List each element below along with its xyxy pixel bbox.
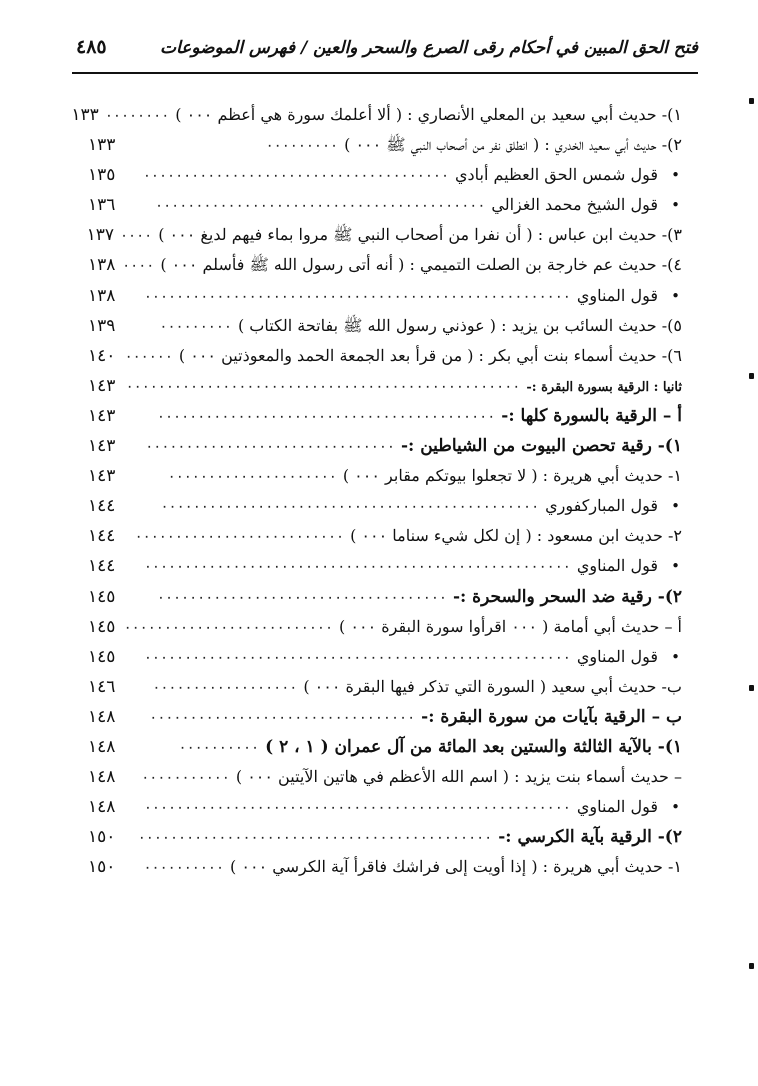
- toc-entry: [88, 612, 682, 642]
- toc-page-number: ١٤٥: [88, 616, 116, 637]
- dot-leader: ٠٠٠٠: [122, 256, 155, 275]
- toc-page-number: ١٤٨: [88, 797, 116, 818]
- toc-page-number: ١٤٠: [88, 345, 116, 366]
- dot-leader: ٠٠٠٠٠٠٠٠٠٠٠٠٠٠٠٠٠٠٠٠٠٠٠٠٠٠٠٠٠٠٠٠٠٠٠٠٠٠٠٠٠٠٠٠٠٠٠٠٠٠٠٠٠: [143, 798, 571, 817]
- toc-page-number: ١٤٣: [88, 375, 116, 396]
- toc-entry-label: ب- حديث أبي سعيد ( السورة التي تذكر فيها البقرة ٠٠٠ ): [303, 676, 682, 696]
- toc-entry-bullet-label: • قول شمس الحق العظيم أبادي: [455, 160, 682, 190]
- toc-entry-bullet-label: • قول المناوي: [577, 281, 682, 311]
- toc-entry: [88, 461, 682, 491]
- toc-page-number: ١٣٧: [86, 225, 114, 246]
- toc-entry: [88, 341, 682, 371]
- table-of-contents: [71, 100, 682, 882]
- toc-page-number: ١٤٥: [88, 646, 116, 667]
- toc-entry: [88, 762, 682, 792]
- dot-leader: ٠٠٠٠٠٠٠٠٠٠٠٠٠٠٠٠٠٠٠٠٠٠٠٠٠٠٠٠٠٠٠٠٠٠٠٠٠٠٠٠٠٠٠٠٠٠٠٠٠٠٠٠٠: [143, 286, 571, 305]
- toc-page-number: ١٤٣: [88, 436, 116, 457]
- running-title: فتح الحق المبين في أحكام رقى الصرع والسحر والعين / فهرس الموضوعات: [160, 38, 698, 58]
- toc-entry: [88, 642, 682, 672]
- dot-leader: ٠٠٠٠٠٠٠٠٠٠٠٠٠٠٠٠٠٠٠٠٠٠٠٠٠٠٠٠٠٠٠٠٠٠٠٠٠٠٠٠٠٠٠٠٠٠٠٠٠: [125, 376, 521, 395]
- toc-page-number: ١٣٣: [88, 135, 116, 156]
- toc-section-heading: ٢)- رقية ضد السحر والسحرة :-: [452, 586, 682, 607]
- toc-entry: [88, 852, 682, 882]
- toc-entry-label: ١)- حديث أبي سعيد بن المعلي الأنصاري : ( ألا أعلمك سورة هي أعظم ٠٠٠ ): [175, 105, 682, 124]
- toc-entry: [88, 190, 682, 220]
- toc-entry: [71, 100, 682, 130]
- toc-entry-label: ٤)- حديث عم خارجة بن الصلت التميمي : ( أنه أتى رسول الله ﷺ فأسلم ٠٠٠ ): [160, 255, 682, 275]
- toc-entry-bullet-label: • قول الشيخ محمد الغزالي: [491, 190, 682, 220]
- toc-entry: [88, 732, 682, 762]
- page-header: [72, 30, 698, 74]
- dot-leader: ٠٠٠٠٠٠٠٠٠٠٠٠٠٠٠٠٠٠٠٠٠٠٠٠٠٠٠٠٠٠٠٠٠٠٠٠٠٠٠٠٠: [155, 196, 486, 215]
- dot-leader: ٠٠٠٠٠٠٠٠٠٠٠٠٠٠٠٠٠٠٠٠٠٠٠٠٠٠٠٠٠٠٠٠٠٠٠٠٠٠: [142, 166, 449, 185]
- toc-entry: [88, 431, 682, 461]
- toc-entry-label: ١- حديث أبي هريرة : ( إذا أويت إلى فراشك فاقرأ آية الكرسي ٠٠٠ ): [230, 857, 682, 877]
- toc-section-heading: ١)- بالآية الثالثة والستين بعد المائة من آل عمران ( ١ ، ٢ ): [265, 736, 682, 757]
- toc-page-number: ١٣٨: [88, 285, 116, 306]
- toc-entry: [88, 401, 682, 431]
- toc-entry: [88, 250, 682, 280]
- toc-page-number: ١٣٩: [88, 315, 116, 336]
- toc-entry-label: ٢)- حديث أبي سعيد الخدري : ( انطلق نفر من أصحاب النبي ﷺ ٠٠٠ ): [344, 135, 682, 155]
- dot-leader: ٠٠٠٠٠٠٠٠٠٠٠٠٠٠٠٠٠٠: [152, 677, 298, 696]
- toc-entry-label: ٣)- حديث ابن عباس : ( أن نفرا من أصحاب النبي ﷺ مروا بماء فيهم لديغ ٠٠٠ ): [158, 225, 682, 245]
- dot-leader: ٠٠٠٠٠٠٠٠٠٠٠٠٠٠٠٠٠٠٠٠٠٠٠٠٠٠٠٠٠٠٠٠٠٠٠٠٠٠٠٠٠٠٠٠٠٠٠٠٠٠٠٠٠: [143, 647, 571, 666]
- dot-leader: ٠٠٠٠٠٠٠٠٠٠٠٠٠٠٠٠٠٠٠٠٠٠٠٠٠٠٠٠٠٠٠٠٠٠٠٠٠٠٠٠٠٠٠٠: [137, 828, 493, 847]
- toc-entry-label: – حديث أسماء بنت يزيد : ( اسم الله الأعظم في هاتين الآيتين ٠٠٠ ): [235, 767, 682, 787]
- toc-page-number: ١٣٨: [88, 255, 116, 276]
- toc-section-heading: ١)- رقية تحصن البيوت من الشياطين :-: [400, 436, 682, 457]
- toc-entry: [88, 371, 682, 401]
- toc-page-number: ١٣٦: [88, 195, 116, 216]
- toc-entry-bullet-label: • قول المناوي: [577, 642, 682, 672]
- toc-page-number: ١٥٠: [88, 827, 116, 848]
- toc-section-heading: ثانيا : الرقية بسورة البقرة :-: [526, 379, 682, 395]
- toc-entry-label: ١- حديث أبي هريرة : ( لا تجعلوا بيوتكم مقابر ٠٠٠ ): [342, 466, 682, 486]
- dot-leader: ٠٠٠٠٠٠٠٠٠٠٠٠٠٠٠٠٠٠٠٠٠٠٠٠٠٠: [134, 527, 345, 546]
- toc-entry: [88, 672, 682, 702]
- dot-leader: ٠٠٠٠٠٠٠٠٠٠٠٠٠٠٠٠٠٠٠٠٠٠٠٠٠٠٠٠٠٠٠٠٠٠٠٠٠٠٠٠٠٠٠٠٠٠٠٠٠٠٠٠٠: [143, 557, 571, 576]
- toc-page-number: ١٤٣: [88, 405, 116, 426]
- dot-leader: ٠٠٠٠٠٠٠٠٠٠٠٠٠٠٠٠٠٠٠٠٠٠٠٠٠٠٠٠٠٠٠: [145, 437, 395, 456]
- dot-leader: ٠٠٠٠٠٠٠٠٠: [159, 316, 232, 335]
- dot-leader: ٠٠٠٠٠٠: [124, 346, 173, 365]
- toc-page-number: ١٤٨: [88, 706, 116, 727]
- toc-entry-label: ٥)- حديث السائب بن يزيد : ( عوذني رسول الله ﷺ بفاتحة الكتاب ): [237, 315, 682, 335]
- toc-entry: [88, 220, 682, 250]
- toc-entry: [88, 822, 682, 852]
- toc-page-number: ١٤٤: [88, 556, 116, 577]
- toc-entry-label: أ – حديث أبي أمامة ( ٠٠٠ اقرأوا سورة البقرة ٠٠٠ ): [339, 616, 682, 636]
- toc-page-number: ١٤٨: [88, 767, 116, 788]
- dot-leader: ٠٠٠٠٠٠٠٠٠٠٠٠٠٠٠٠٠٠٠٠٠: [167, 467, 337, 486]
- toc-entry: [88, 281, 682, 311]
- dot-leader: ٠٠٠٠٠٠٠٠٠٠٠٠٠٠٠٠٠٠٠٠٠٠٠٠٠٠٠٠٠٠٠٠٠٠٠٠٠٠٠٠٠٠٠٠٠٠٠: [160, 497, 540, 516]
- toc-page-number: ١٣٣: [71, 105, 99, 125]
- page-number: ٤٨٥: [76, 36, 107, 58]
- dot-leader: ٠٠٠٠٠٠٠٠٠٠٠٠٠٠٠٠٠٠٠٠٠٠٠٠٠٠٠٠٠٠٠٠٠٠٠٠: [156, 587, 447, 606]
- toc-page-number: ١٤٨: [88, 736, 116, 757]
- margin-mark: [749, 98, 754, 104]
- dot-leader: ٠٠٠٠٠٠٠٠٠٠٠٠٠٠٠٠٠٠٠٠٠٠٠٠٠٠٠٠٠٠٠٠٠: [149, 707, 416, 726]
- margin-mark: [749, 963, 754, 969]
- toc-page-number: ١٤٥: [88, 586, 116, 607]
- toc-section-heading: ب – الرقية بآيات من سورة البقرة :-: [421, 706, 682, 727]
- dot-leader: ٠٠٠٠٠٠٠٠٠٠: [178, 737, 260, 756]
- toc-entry: [88, 702, 682, 732]
- dot-leader: ٠٠٠٠٠٠٠٠٠: [265, 136, 339, 155]
- dot-leader: ٠٠٠٠٠٠٠٠٠٠٠٠٠٠٠٠٠٠٠٠٠٠٠٠٠٠٠٠٠٠٠٠٠٠٠٠٠٠٠٠٠٠: [156, 406, 496, 425]
- toc-entry-bullet-label: • قول المباركفوري: [545, 491, 682, 521]
- dot-leader: ٠٠٠٠٠٠٠٠٠٠: [143, 858, 225, 877]
- toc-page-number: ١٤٤: [88, 496, 116, 517]
- toc-entry: [88, 311, 682, 341]
- toc-entry: [88, 551, 682, 581]
- dot-leader: ٠٠٠٠: [119, 226, 153, 245]
- toc-entry: [88, 130, 682, 160]
- toc-page-number: ١٤٦: [88, 676, 116, 697]
- toc-section-heading: ٢)- الرقية بآية الكرسي :-: [498, 827, 682, 848]
- toc-entry: [88, 491, 682, 521]
- toc-entry: [88, 792, 682, 822]
- toc-page-number: ١٣٥: [88, 165, 116, 186]
- toc-entry-label: ٢- حديث ابن مسعود : ( إن لكل شيء سناما ٠٠٠ ): [350, 526, 682, 546]
- dot-leader: ٠٠٠٠٠٠٠٠: [104, 106, 170, 124]
- toc-entry-bullet-label: • قول المناوي: [577, 792, 682, 822]
- dot-leader: ٠٠٠٠٠٠٠٠٠٠٠٠٠٠٠٠٠٠٠٠٠٠٠٠٠٠: [123, 617, 334, 636]
- toc-section-heading: أ – الرقية بالسورة كلها :-: [501, 405, 682, 426]
- toc-entry: [88, 521, 682, 551]
- toc-page-number: ١٥٠: [88, 857, 116, 878]
- toc-entry: [88, 160, 682, 190]
- margin-mark: [749, 685, 754, 691]
- toc-entry: [88, 582, 682, 612]
- margin-mark: [749, 373, 754, 379]
- dot-leader: ٠٠٠٠٠٠٠٠٠٠٠: [141, 768, 230, 787]
- toc-entry-bullet-label: • قول المناوي: [577, 551, 682, 581]
- toc-page-number: ١٤٣: [88, 466, 116, 487]
- toc-entry-label: ٦)- حديث أسماء بنت أبي بكر : ( من قرأ بعد الجمعة الحمد والمعوذتين ٠٠٠ ): [178, 345, 682, 365]
- toc-page-number: ١٤٤: [88, 526, 116, 547]
